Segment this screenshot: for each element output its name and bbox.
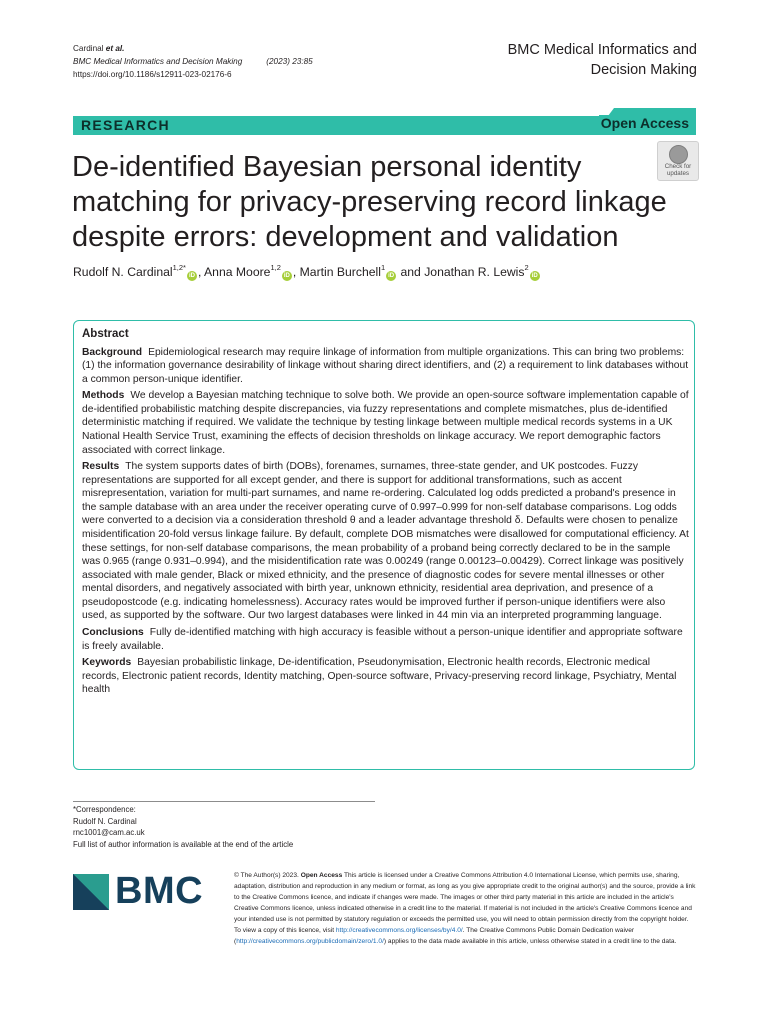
license-statement <box>234 870 696 947</box>
check-updates-line2: updates <box>666 170 690 177</box>
author-name[interactable]: and Jonathan R. Lewis <box>397 265 525 279</box>
header-year-volume: (2023) 23:85 <box>266 57 313 66</box>
check-updates-icon <box>669 145 688 164</box>
journal-title-line2: Decision Making <box>590 62 697 78</box>
author-name[interactable]: , Anna Moore <box>197 265 271 279</box>
correspondence-email[interactable]: rnc1001@cam.ac.uk <box>73 828 145 837</box>
license-open-access: Open Access <box>300 872 343 879</box>
correspondence-label: *Correspondence: <box>73 805 136 814</box>
author-list <box>73 263 541 281</box>
author-affiliation[interactable]: 1 <box>380 263 386 272</box>
author-affiliation[interactable]: 1,2* <box>172 263 186 272</box>
header-journal: BMC Medical Informatics and Decision Making <box>73 57 243 66</box>
license-text-3: ) applies to the data made available in this article, unless otherwise stated in a credit line to the data. <box>383 938 677 945</box>
abstract-box <box>73 320 695 770</box>
correspondence-footnote <box>73 801 375 850</box>
running-header <box>73 42 313 81</box>
license-text-1: This article is licensed under a Creative Commons Attribution 4.0 International License, which permits use, sharing, adaptation, distribution and reproduction in any medium or format, as long as you give appropriate credit to the original author(s) and the source, provide a link to the Creative Commons licence, and indicate if changes were made. The images or other third party material in this article are included in the article's Creative Commons licence, unless indicated otherwise in a credit line to the material. If material is not included in the article's Creative Commons licence and your intended use is not permitted by statutory regulation or exceeds the permitted use, you will need to obtain permission directly from the copyright holder. To view a copy of this licence, visit <box>234 872 696 934</box>
abstract-methods <box>82 389 689 457</box>
license-text-2: . The Creative Commons Public Domain Dedication waiver ( <box>234 927 635 945</box>
header-doi-link[interactable]: https://doi.org/10.1186/s12911-023-02176-6 <box>73 70 232 79</box>
article-title: De-identified Bayesian personal identity matching for privacy-preserving record linkage despite errors: development and validation <box>72 151 667 253</box>
header-authors: Cardinal <box>73 44 104 53</box>
journal-title-line1: BMC Medical Informatics and <box>507 42 697 58</box>
results-text: The system supports dates of birth (DOBs), forenames, surnames, three-state gender, and UK postcodes. Fuzzy representations are supported for all except gender, and there is support for additional transformations, such as accent misrepresentation, variation for multi-part surnames, and name re-ordering. Calculated log odds predicted a proband's presence in the sample database with an area under the receiver operating curve of 0.997–0.999 for non-self database comparisons. Log odds were converted to a decision via a consideration threshold θ and a leader advantage threshold δ. Defaults were chosen to penalize misidentification 20-fold versus linkage failure. By default, complete DOB mismatches were disallowed for computational efficiency. At these settings, for non-self database comparisons, the mean probability of a proband being correctly declared to be in the sample was 0.965 (range 0.931–0.994), and the misidentification rate was 0.00249 (range 0.00123–0.00429). Correct linkage was positively associated with male gender, Black or mixed ethnicity, and the presence of diagnostic codes for severe mental illnesses or other mental disorders, and negatively associated with birth year, unknown ethnicity, residential area deprivation, and presence of a pseudopostcode (e.g. indicating homelessness). Accuracy rates would be improved further if person-unique identifiers were also used, as supported by the software. Our two largest databases were linked in 44 min via an interpreted programming language. <box>82 461 689 622</box>
check-updates-line1: Check for <box>664 163 692 170</box>
author-name[interactable]: Rudolf N. Cardinal <box>73 265 173 279</box>
open-access-label: Open Access <box>600 115 689 131</box>
bmc-logo-mark-icon <box>73 874 109 910</box>
orcid-icon[interactable]: iD <box>531 273 538 279</box>
bmc-logo[interactable] <box>73 872 218 912</box>
check-for-updates-badge[interactable] <box>657 141 699 181</box>
keywords-text: Bayesian probabilistic linkage, De-identification, Pseudonymisation, Electronic health records, Electronic medical records, Electronic patient records, Identity matching, Open-source software, Privacy-preserving record linkage, Psychiatry, Mental health <box>82 657 677 696</box>
background-text: Epidemiological research may require linkage of information from multiple organizations. This can bring two problems: (1) the information governance desirability of linkage without sharing direct identifiers, and (2) a requirement to link databases without a common person-unique identifier. <box>82 346 689 385</box>
orcid-icon[interactable]: iD <box>283 273 290 279</box>
keywords-heading: Keywords <box>82 657 132 669</box>
author-affiliation[interactable]: 1,2 <box>270 263 281 272</box>
section-label: RESEARCH <box>81 117 170 133</box>
methods-text: We develop a Bayesian matching technique to solve both. We provide an open-source software implementation capable of de-identified probabilistic matching despite discrepancies, via fuzzy representations and complete mismatches, plus de-identified deterministic matching if required. We validate the technique by testing linkage between multiple medical records systems in a UK National Health Service Trust, examining the effects of decision thresholds on linkage accuracy. We report demographic factors associated with correct linkage. <box>82 390 689 456</box>
results-heading: Results <box>82 461 120 473</box>
conclusions-text: Fully de-identified matching with high accuracy is feasible without a person-unique identifier and appropriate software is freely available. <box>82 627 683 652</box>
journal-title <box>437 40 697 80</box>
abstract-content <box>82 328 689 700</box>
correspondence-name: Rudolf N. Cardinal <box>73 816 137 826</box>
orcid-icon[interactable]: iD <box>388 273 395 279</box>
background-heading: Background <box>82 346 143 358</box>
abstract-heading: Abstract <box>82 328 129 340</box>
check-updates-text <box>658 163 698 177</box>
abstract-results <box>82 460 689 623</box>
author-name[interactable]: , Martin Burchell <box>292 265 381 279</box>
author-info-note: Full list of author information is available at the end of the article <box>73 839 294 849</box>
section-banner <box>73 116 696 135</box>
methods-heading: Methods <box>82 390 125 402</box>
abstract-keywords <box>82 656 689 697</box>
abstract-conclusions <box>82 626 689 653</box>
orcid-icon[interactable]: iD <box>188 273 195 279</box>
abstract-background <box>82 346 689 387</box>
bmc-logo-text: BMC <box>115 870 204 912</box>
header-et-al: et al. <box>105 44 125 53</box>
author-affiliation[interactable]: 2 <box>524 263 529 272</box>
license-link-cc-by[interactable]: http://creativecommons.org/licenses/by/4.0/ <box>335 927 463 934</box>
conclusions-heading: Conclusions <box>82 627 144 639</box>
license-link-cc0[interactable]: http://creativecommons.org/publicdomain/zero/1.0/ <box>236 938 384 945</box>
copyright: © The Author(s) 2023. <box>234 872 299 879</box>
